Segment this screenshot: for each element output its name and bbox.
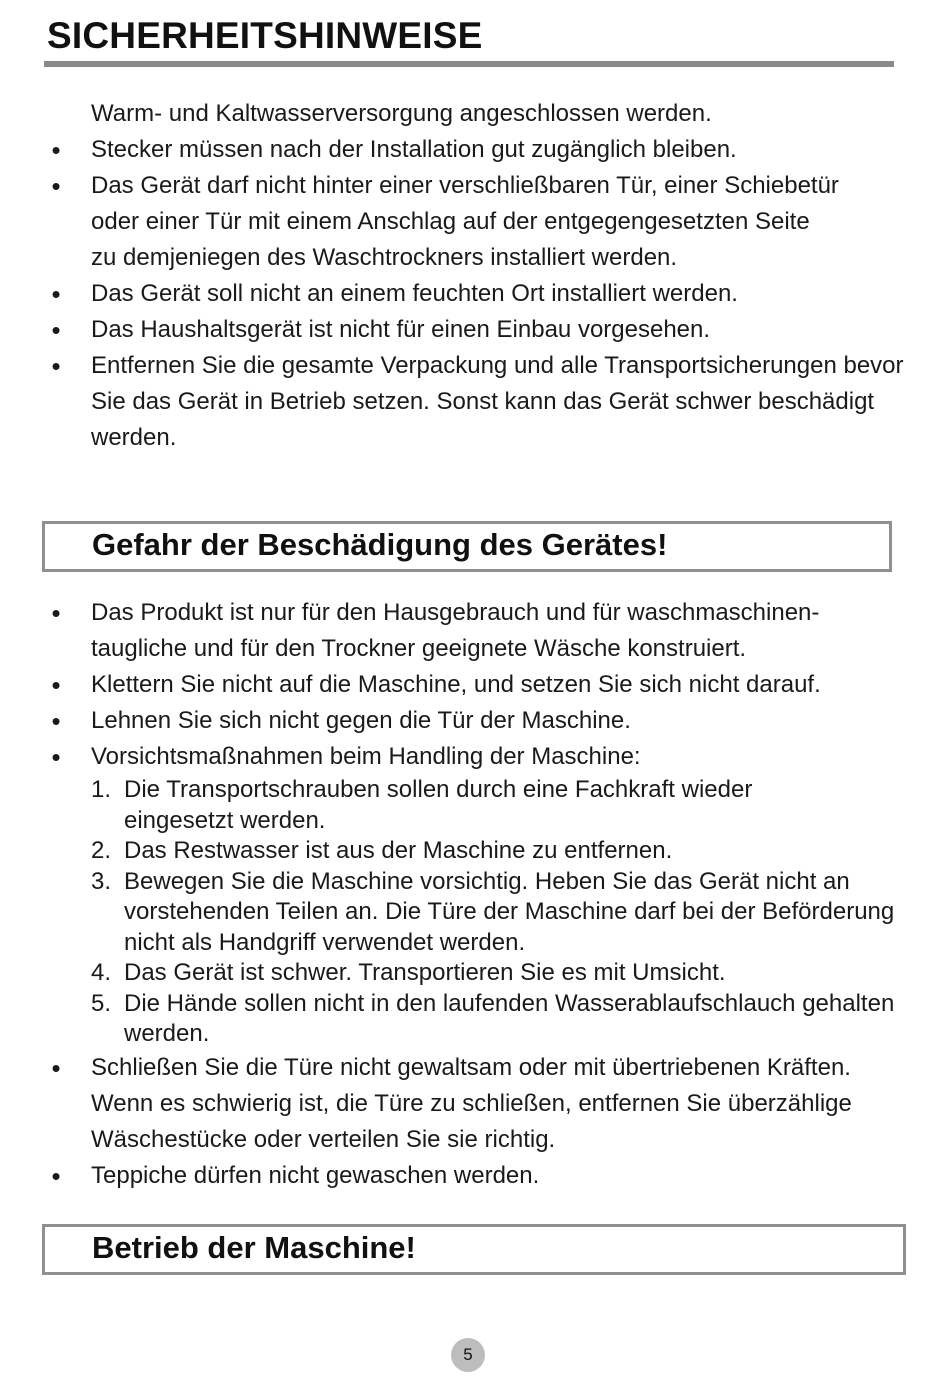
item-number: 4.: [91, 959, 112, 986]
item-number: 2.: [91, 837, 112, 864]
section1-content: [0, 595, 950, 1194]
list-item: [0, 348, 950, 456]
continuation-text: Warm- und Kaltwasserversorgung angeschlossen werden.: [91, 100, 712, 127]
item-number: 1.: [91, 776, 112, 803]
bullet-icon: •: [51, 171, 61, 201]
list-item-text: Schließen Sie die Türe nicht gewaltsam oder mit übertriebenen Kräften. Wenn es schwierig ist, die Türe zu schließen, entfernen Sie überzählige Wäschestücke oder verteilen Sie sie richtig.: [91, 1053, 852, 1153]
section-heading-box: [42, 1224, 906, 1275]
numbered-item: [0, 867, 950, 959]
bullet-icon: •: [51, 706, 61, 736]
list-item-text: Das Gerät soll nicht an einem feuchten Ort installiert werden.: [91, 280, 738, 307]
numbered-item-text: Bewegen Sie die Maschine vorsichtig. Heben Sie das Gerät nicht an vorstehenden Teilen an. Die Türe der Maschine darf bei der Beförderung nicht als Handgriff verwendet werden.: [124, 867, 895, 956]
bullet-icon: •: [51, 135, 61, 165]
numbered-item-text: Die Hände sollen nicht in den laufenden Wasserablaufschlauch gehalten werden.: [124, 989, 895, 1047]
section1-bullet-list-2: [0, 1050, 950, 1194]
list-item-text: Klettern Sie nicht auf die Maschine, und setzen Sie sich nicht darauf.: [91, 671, 821, 698]
section-heading-box: [42, 521, 892, 572]
numbered-item-text: Das Gerät ist schwer. Transportieren Sie es mit Umsicht.: [124, 959, 726, 986]
list-item-text: Stecker müssen nach der Installation gut zugänglich bleiben.: [91, 136, 737, 163]
bullet-icon: •: [51, 1160, 61, 1191]
list-item-text: Das Produkt ist nur für den Hausgebrauch und für waschmaschinen-taugliche und für den Trockner geeignete Wäsche konstruiert.: [91, 599, 820, 662]
intro-block: [0, 96, 950, 456]
page-title: SICHERHEITSHINWEISE: [47, 15, 483, 56]
item-number: 3.: [91, 867, 112, 895]
handling-numbered-list: [0, 775, 950, 1050]
list-item-text: Das Gerät darf nicht hinter einer verschließbaren Tür, einer Schiebetür oder einer Tür mit einem Anschlag auf der entgegengesetzten Seite zu demjeniegen des Waschtrockners installiert werden.: [91, 172, 839, 271]
title-divider: [44, 61, 894, 67]
bullet-icon: •: [51, 1052, 61, 1083]
numbered-item: [0, 775, 950, 836]
list-item: [0, 312, 950, 348]
section1-bullet-list: [0, 595, 950, 775]
numbered-item: [0, 989, 950, 1050]
bullet-icon: •: [51, 351, 61, 381]
numbered-item-text: Die Transportschrauben sollen durch eine Fachkraft wieder eingesetzt werden.: [124, 776, 753, 834]
page-number-badge: 5: [451, 1338, 485, 1372]
list-item-text: Entfernen Sie die gesamte Verpackung und alle Transportsicherungen bevor Sie das Gerät in Betrieb setzen. Sonst kann das Gerät schwer beschädigt werden.: [91, 352, 904, 451]
list-item-text: Teppiche dürfen nicht gewaschen werden.: [91, 1161, 540, 1189]
list-item: [0, 1158, 950, 1194]
bullet-icon: •: [51, 670, 61, 700]
bullet-icon: •: [51, 598, 61, 628]
list-item-text: Lehnen Sie sich nicht gegen die Tür der Maschine.: [91, 707, 631, 734]
bullet-icon: •: [51, 315, 61, 345]
list-item: [0, 595, 950, 667]
numbered-item: [0, 958, 950, 989]
item-number: 5.: [91, 989, 112, 1017]
bullet-icon: •: [51, 279, 61, 309]
numbered-item-text: Das Restwasser ist aus der Maschine zu entfernen.: [124, 837, 673, 864]
list-item-text: Vorsichtsmaßnahmen beim Handling der Maschine:: [91, 743, 641, 770]
bullet-icon: •: [51, 742, 61, 772]
list-item: [0, 276, 950, 312]
section-heading: Gefahr der Beschädigung des Gerätes!: [92, 527, 668, 562]
list-item: [0, 168, 950, 276]
section-heading: Betrieb der Maschine!: [92, 1230, 416, 1265]
numbered-item: [0, 836, 950, 867]
list-item: [0, 739, 950, 775]
list-item: [0, 703, 950, 739]
intro-bullet-list: [0, 132, 950, 456]
list-item: [0, 667, 950, 703]
list-item: [0, 1050, 950, 1158]
list-item-text: Das Haushaltsgerät ist nicht für einen Einbau vorgesehen.: [91, 316, 711, 343]
list-item: [0, 132, 950, 168]
